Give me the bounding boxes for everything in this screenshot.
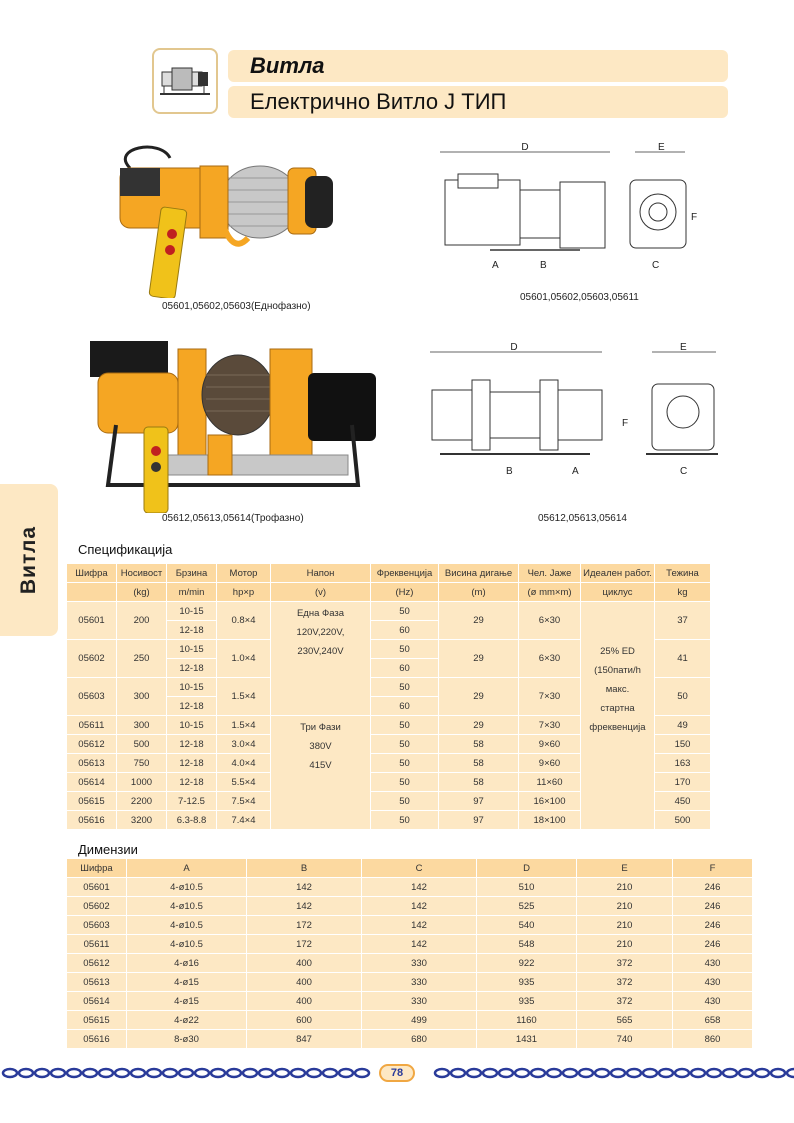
chain-link xyxy=(627,1069,641,1077)
dims-cell: 4-ø16 xyxy=(127,954,247,973)
drawing2-label-a: A xyxy=(572,466,579,477)
spec-speed-cell: 12-18 xyxy=(167,621,217,640)
dims-row xyxy=(67,1011,753,1030)
spec-lift-cell: 29 xyxy=(439,602,519,640)
dims-cell: 658 xyxy=(673,1011,753,1030)
spec-freq-cell: 50 xyxy=(371,678,439,697)
spec-freq-cell: 60 xyxy=(371,621,439,640)
dims-cell: 4-ø10.5 xyxy=(127,878,247,897)
drawing2-label-e: E xyxy=(680,342,687,353)
spec-voltage-cell-line: Една Фаза xyxy=(296,608,345,619)
dims-cell: 05613 xyxy=(67,973,127,992)
chain-link xyxy=(499,1069,513,1077)
spec-freq-cell: 50 xyxy=(371,640,439,659)
dims-cell: 935 xyxy=(477,973,577,992)
spec-lift-cell: 29 xyxy=(439,716,519,735)
chain-link xyxy=(355,1069,369,1077)
chain-link xyxy=(275,1069,289,1077)
dims-cell: 210 xyxy=(577,916,673,935)
dims-cell: 4-ø10.5 xyxy=(127,935,247,954)
chain-link xyxy=(131,1069,145,1077)
dims-cell: 330 xyxy=(362,954,477,973)
spec-freq-cell: 50 xyxy=(371,716,439,735)
dims-cell: 05611 xyxy=(67,935,127,954)
winch-photo-single-phase xyxy=(100,138,340,298)
dims-row xyxy=(67,878,753,897)
spec-header-cell: Идеален работ. xyxy=(581,564,655,583)
winch-thumbnail-icon xyxy=(152,48,218,114)
chain-link xyxy=(547,1069,561,1077)
spec-voltage-cell xyxy=(271,602,371,716)
dims-cell: 246 xyxy=(673,935,753,954)
spec-motor-cell: 4.0×4 xyxy=(217,754,271,773)
chain-link xyxy=(339,1069,353,1077)
spec-header-cell: Тежина xyxy=(655,564,711,583)
dims-cell: 05615 xyxy=(67,1011,127,1030)
spec-speed-cell: 7-12.5 xyxy=(167,792,217,811)
dims-cell: 4-ø10.5 xyxy=(127,916,247,935)
spec-freq-cell: 60 xyxy=(371,697,439,716)
dims-row xyxy=(67,992,753,1011)
spec-duty-cell-line: стартна xyxy=(600,703,635,714)
chain-link xyxy=(35,1069,49,1077)
dims-cell: 330 xyxy=(362,973,477,992)
spec-weight-cell: 163 xyxy=(655,754,711,773)
spec-voltage-cell-line: 230V,240V xyxy=(297,646,344,657)
spec-header-cell: Напон xyxy=(271,564,371,583)
dims-cell: 1431 xyxy=(477,1030,577,1049)
spec-header-cell: Брзина xyxy=(167,564,217,583)
spec-rope-cell: 6×30 xyxy=(519,602,581,640)
chain-link xyxy=(211,1069,225,1077)
dims-cell: 430 xyxy=(673,992,753,1011)
chain-link xyxy=(67,1069,81,1077)
dims-cell: 246 xyxy=(673,897,753,916)
spec-rope-cell: 16×100 xyxy=(519,792,581,811)
dims-cell: 05601 xyxy=(67,878,127,897)
spec-speed-cell: 12-18 xyxy=(167,697,217,716)
spec-unit-cell: m/min xyxy=(167,583,217,602)
spec-capacity-cell: 750 xyxy=(117,754,167,773)
spec-motor-cell: 1.0×4 xyxy=(217,640,271,678)
chain-link xyxy=(115,1069,129,1077)
dims-cell: 05603 xyxy=(67,916,127,935)
dims-cell: 05602 xyxy=(67,897,127,916)
spec-freq-cell: 50 xyxy=(371,792,439,811)
spec-unit-cell: hp×p xyxy=(217,583,271,602)
spec-rope-cell: 11×60 xyxy=(519,773,581,792)
caption-single-phase: 05601,05602,05603(Еднофазно) xyxy=(162,301,311,312)
spec-speed-cell: 10-15 xyxy=(167,602,217,621)
chain-link xyxy=(531,1069,545,1077)
spec-motor-cell: 0.8×4 xyxy=(217,602,271,640)
spec-unit-cell: (ø mm×m) xyxy=(519,583,581,602)
dims-cell: 847 xyxy=(247,1030,362,1049)
spec-voltage-cell-line: Три Фази xyxy=(300,722,341,733)
dims-cell: 1160 xyxy=(477,1011,577,1030)
chain-link xyxy=(755,1069,769,1077)
dims-cell: 400 xyxy=(247,992,362,1011)
chain-link xyxy=(675,1069,689,1077)
spec-voltage-cell-line: 120V,220V, xyxy=(296,627,345,638)
dims-cell: 4-ø15 xyxy=(127,973,247,992)
spec-lift-cell: 97 xyxy=(439,792,519,811)
chain-link xyxy=(771,1069,785,1077)
chain-link xyxy=(643,1069,657,1077)
spec-header-cell: Носивост xyxy=(117,564,167,583)
chain-link xyxy=(99,1069,113,1077)
spec-duty-cell-line: (150пати/h xyxy=(594,665,641,676)
dims-cell: 922 xyxy=(477,954,577,973)
spec-rope-cell: 9×60 xyxy=(519,735,581,754)
chain-link xyxy=(51,1069,65,1077)
dims-cell: 210 xyxy=(577,897,673,916)
drawing1-label-c: C xyxy=(652,260,660,271)
spec-freq-cell: 50 xyxy=(371,773,439,792)
spec-weight-cell: 150 xyxy=(655,735,711,754)
dims-cell: 4-ø15 xyxy=(127,992,247,1011)
chain-link xyxy=(467,1069,481,1077)
spec-freq-cell: 60 xyxy=(371,659,439,678)
chain-link xyxy=(515,1069,529,1077)
chain-link xyxy=(451,1069,465,1077)
side-tab-label: Витла xyxy=(17,525,40,595)
spec-speed-cell: 6.3-8.8 xyxy=(167,811,217,830)
spec-weight-cell: 500 xyxy=(655,811,711,830)
caption-drawing-1: 05601,05602,05603,05611 xyxy=(520,292,639,303)
dims-cell: 525 xyxy=(477,897,577,916)
spec-duty-cell-line: 25% ED xyxy=(600,646,635,657)
spec-speed-cell: 12-18 xyxy=(167,659,217,678)
drawing1-label-e: E xyxy=(658,142,665,153)
spec-table xyxy=(66,563,711,830)
spec-speed-cell: 12-18 xyxy=(167,735,217,754)
dims-header-cell: B xyxy=(247,859,362,878)
spec-code-cell: 05616 xyxy=(67,811,117,830)
dims-cell: 210 xyxy=(577,935,673,954)
spec-freq-cell: 50 xyxy=(371,754,439,773)
spec-unit-cell: (kg) xyxy=(117,583,167,602)
chain-link xyxy=(723,1069,737,1077)
spec-unit-cell: kg xyxy=(655,583,711,602)
spec-capacity-cell: 250 xyxy=(117,640,167,678)
spec-voltage-cell xyxy=(271,716,371,830)
spec-unit-row xyxy=(67,583,711,602)
spec-unit-cell: (v) xyxy=(271,583,371,602)
chain-link xyxy=(243,1069,257,1077)
chain-link xyxy=(19,1069,33,1077)
spec-weight-cell: 49 xyxy=(655,716,711,735)
spec-unit-cell xyxy=(67,583,117,602)
spec-code-cell: 05613 xyxy=(67,754,117,773)
chain-link xyxy=(307,1069,321,1077)
chain-link xyxy=(659,1069,673,1077)
dims-cell: 565 xyxy=(577,1011,673,1030)
spec-speed-cell: 10-15 xyxy=(167,678,217,697)
spec-motor-cell: 7.4×4 xyxy=(217,811,271,830)
dims-cell: 430 xyxy=(673,973,753,992)
dims-header-cell: Шифра xyxy=(67,859,127,878)
drawing1-label-f: F xyxy=(691,212,698,223)
dims-cell: 4-ø10.5 xyxy=(127,897,247,916)
spec-rope-cell: 6×30 xyxy=(519,640,581,678)
spec-weight-cell: 41 xyxy=(655,640,711,678)
chain-link xyxy=(323,1069,337,1077)
dims-cell: 05612 xyxy=(67,954,127,973)
spec-table-wrap xyxy=(66,563,711,830)
spec-unit-cell: (m) xyxy=(439,583,519,602)
dims-cell: 05616 xyxy=(67,1030,127,1049)
spec-header-cell: Шифра xyxy=(67,564,117,583)
drawing1-label-d: D xyxy=(521,142,529,153)
dims-header-cell: C xyxy=(362,859,477,878)
drawing1-label-b: B xyxy=(540,260,547,271)
spec-voltage-cell-line: 380V xyxy=(309,741,332,752)
spec-code-cell: 05614 xyxy=(67,773,117,792)
spec-header-cell: Мотор xyxy=(217,564,271,583)
spec-duty-cell xyxy=(581,602,655,830)
dims-cell: 142 xyxy=(362,916,477,935)
spec-motor-cell: 3.0×4 xyxy=(217,735,271,754)
chain-link xyxy=(691,1069,705,1077)
dims-cell: 600 xyxy=(247,1011,362,1030)
drawing2-label-d: D xyxy=(510,342,518,353)
spec-rope-cell: 7×30 xyxy=(519,678,581,716)
spec-code-cell: 05603 xyxy=(67,678,117,716)
spec-lift-cell: 29 xyxy=(439,678,519,716)
spec-speed-cell: 12-18 xyxy=(167,773,217,792)
dims-cell: 372 xyxy=(577,992,673,1011)
chain-link xyxy=(83,1069,97,1077)
chain-link xyxy=(435,1069,449,1077)
spec-capacity-cell: 1000 xyxy=(117,773,167,792)
spec-freq-cell: 50 xyxy=(371,811,439,830)
dims-cell: 400 xyxy=(247,973,362,992)
dims-row xyxy=(67,935,753,954)
dims-header-cell: D xyxy=(477,859,577,878)
spec-header-cell: Висина дигање xyxy=(439,564,519,583)
spec-capacity-cell: 300 xyxy=(117,678,167,716)
dims-row xyxy=(67,973,753,992)
spec-capacity-cell: 500 xyxy=(117,735,167,754)
dims-cell: 142 xyxy=(247,878,362,897)
chain-link xyxy=(483,1069,497,1077)
dims-header-row xyxy=(67,859,753,878)
spec-code-cell: 05615 xyxy=(67,792,117,811)
spec-lift-cell: 58 xyxy=(439,773,519,792)
dims-cell: 680 xyxy=(362,1030,477,1049)
spec-section-title: Спецификација xyxy=(78,542,173,557)
dims-row xyxy=(67,1030,753,1049)
spec-speed-cell: 10-15 xyxy=(167,640,217,659)
dims-table xyxy=(66,858,753,1049)
spec-motor-cell: 7.5×4 xyxy=(217,792,271,811)
dims-header-cell: E xyxy=(577,859,673,878)
spec-lift-cell: 58 xyxy=(439,735,519,754)
dims-cell: 142 xyxy=(247,897,362,916)
spec-rope-cell: 9×60 xyxy=(519,754,581,773)
dims-cell: 05614 xyxy=(67,992,127,1011)
winch-photo-three-phase xyxy=(88,335,378,513)
dims-cell: 142 xyxy=(362,935,477,954)
dims-cell: 8-ø30 xyxy=(127,1030,247,1049)
dims-cell: 935 xyxy=(477,992,577,1011)
spec-lift-cell: 97 xyxy=(439,811,519,830)
technical-drawing-2 xyxy=(420,340,720,490)
drawing2-label-c: C xyxy=(680,466,688,477)
page-title: Витла xyxy=(228,50,728,82)
spec-motor-cell: 1.5×4 xyxy=(217,678,271,716)
spec-unit-cell: циклус xyxy=(581,583,655,602)
spec-capacity-cell: 200 xyxy=(117,602,167,640)
spec-row xyxy=(67,602,711,621)
spec-capacity-cell: 3200 xyxy=(117,811,167,830)
caption-three-phase: 05612,05613,05614(Трофазно) xyxy=(162,513,304,524)
dims-cell: 246 xyxy=(673,916,753,935)
chain-link xyxy=(579,1069,593,1077)
spec-code-cell: 05611 xyxy=(67,716,117,735)
chain-link xyxy=(707,1069,721,1077)
chain-link xyxy=(739,1069,753,1077)
spec-motor-cell: 1.5×4 xyxy=(217,716,271,735)
dims-cell: 400 xyxy=(247,954,362,973)
dims-header-cell: A xyxy=(127,859,247,878)
spec-voltage-cell-line: 415V xyxy=(309,760,332,771)
spec-speed-cell: 10-15 xyxy=(167,716,217,735)
page-subtitle: Електрично Витло J ТИП xyxy=(228,86,728,118)
dims-cell: 172 xyxy=(247,935,362,954)
chain-link xyxy=(259,1069,273,1077)
drawing2-label-b: B xyxy=(506,466,513,477)
dims-cell: 372 xyxy=(577,973,673,992)
spec-weight-cell: 37 xyxy=(655,602,711,640)
chain-link xyxy=(611,1069,625,1077)
chain-link xyxy=(291,1069,305,1077)
spec-capacity-cell: 2200 xyxy=(117,792,167,811)
dims-cell: 430 xyxy=(673,954,753,973)
spec-rope-cell: 18×100 xyxy=(519,811,581,830)
spec-duty-cell-line: макс. xyxy=(605,684,630,695)
dims-cell: 499 xyxy=(362,1011,477,1030)
spec-freq-cell: 50 xyxy=(371,602,439,621)
spec-code-cell: 05612 xyxy=(67,735,117,754)
dims-cell: 540 xyxy=(477,916,577,935)
technical-drawing-1 xyxy=(430,140,710,290)
spec-header-cell: Чел. Јаже xyxy=(519,564,581,583)
spec-duty-cell-line: фреквенција xyxy=(589,722,646,733)
dims-cell: 210 xyxy=(577,878,673,897)
dims-cell: 142 xyxy=(362,897,477,916)
chain-link xyxy=(147,1069,161,1077)
dims-row xyxy=(67,954,753,973)
chain-link xyxy=(3,1069,17,1077)
chain-link xyxy=(227,1069,241,1077)
spec-lift-cell: 29 xyxy=(439,640,519,678)
chain-link xyxy=(563,1069,577,1077)
dims-header-cell: F xyxy=(673,859,753,878)
spec-capacity-cell: 300 xyxy=(117,716,167,735)
caption-drawing-2: 05612,05613,05614 xyxy=(538,513,627,524)
dims-cell: 4-ø22 xyxy=(127,1011,247,1030)
dims-section-title: Димензии xyxy=(78,842,138,857)
dims-cell: 510 xyxy=(477,878,577,897)
side-section-tab xyxy=(0,484,58,636)
dims-cell: 142 xyxy=(362,878,477,897)
dims-row xyxy=(67,897,753,916)
dims-cell: 548 xyxy=(477,935,577,954)
spec-header-cell: Фреквенција xyxy=(371,564,439,583)
chain-link xyxy=(195,1069,209,1077)
spec-rope-cell: 7×30 xyxy=(519,716,581,735)
dims-cell: 740 xyxy=(577,1030,673,1049)
dims-row xyxy=(67,916,753,935)
drawing2-label-f: F xyxy=(622,418,629,429)
dims-cell: 372 xyxy=(577,954,673,973)
spec-weight-cell: 50 xyxy=(655,678,711,716)
drawing1-label-a: A xyxy=(492,260,499,271)
dims-cell: 172 xyxy=(247,916,362,935)
chain-link xyxy=(595,1069,609,1077)
spec-lift-cell: 58 xyxy=(439,754,519,773)
spec-weight-cell: 170 xyxy=(655,773,711,792)
spec-header-row xyxy=(67,564,711,583)
spec-speed-cell: 12-18 xyxy=(167,754,217,773)
dims-cell: 330 xyxy=(362,992,477,1011)
spec-code-cell: 05602 xyxy=(67,640,117,678)
spec-motor-cell: 5.5×4 xyxy=(217,773,271,792)
chain-link xyxy=(179,1069,193,1077)
spec-code-cell: 05601 xyxy=(67,602,117,640)
spec-weight-cell: 450 xyxy=(655,792,711,811)
spec-freq-cell: 50 xyxy=(371,735,439,754)
chain-link xyxy=(787,1069,794,1077)
chain-link xyxy=(163,1069,177,1077)
dims-cell: 246 xyxy=(673,878,753,897)
page-number: 78 xyxy=(379,1064,415,1082)
dims-cell: 860 xyxy=(673,1030,753,1049)
spec-unit-cell: (Hz) xyxy=(371,583,439,602)
dims-table-wrap xyxy=(66,858,753,1049)
